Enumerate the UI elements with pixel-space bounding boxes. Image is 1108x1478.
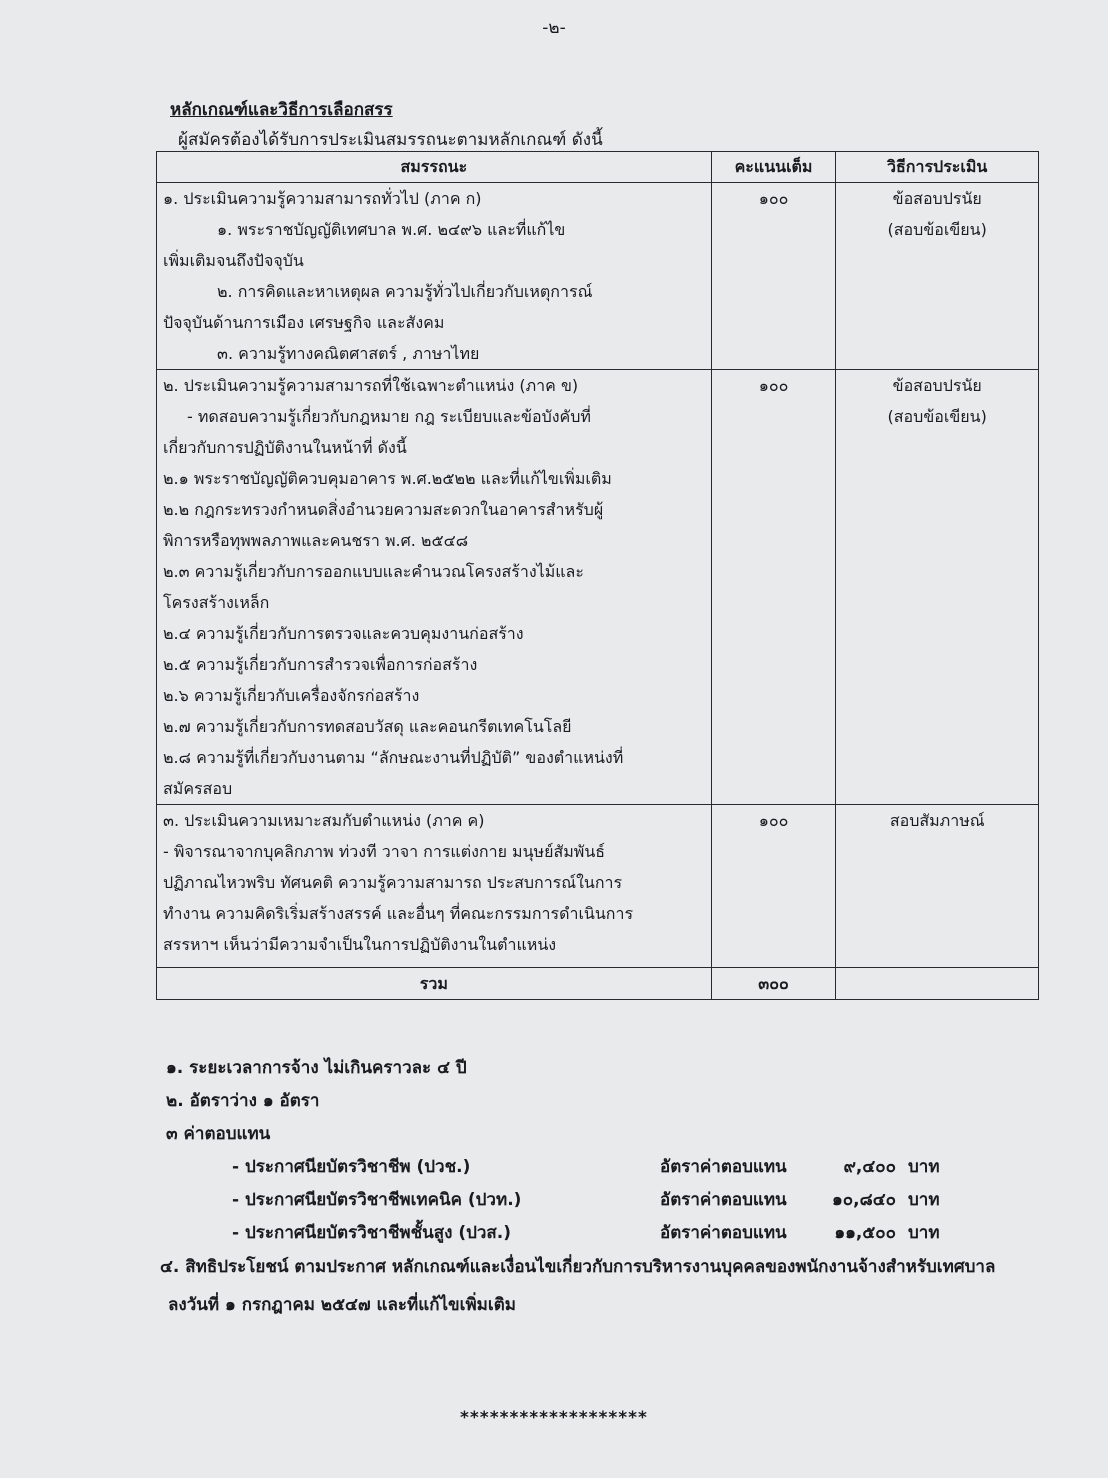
competency-line: ๒.๖ ความรู้เกี่ยวกับเครื่องจักรก่อสร้าง xyxy=(163,686,420,705)
compensation-title: ๓ ค่าตอบแทน xyxy=(166,1124,271,1144)
rate-unit: บาท xyxy=(908,1223,940,1243)
table-row xyxy=(157,805,1039,968)
competency-line: ๒.๕ ความรู้เกี่ยวกับการสำรวจเพื่อการก่อสร้าง xyxy=(163,655,478,674)
method-cell xyxy=(836,370,1039,805)
compensation-item xyxy=(166,1217,940,1250)
competency-line: สรรหาฯ เห็นว่ามีความจำเป็นในการปฏิบัติงานในตำแหน่ง xyxy=(163,935,557,954)
score-cell: ๑๐๐ xyxy=(711,183,836,370)
competency-line: เพิ่มเติมจนถึงปัจจุบัน xyxy=(163,251,304,270)
competency-line: ๓. ประเมินความเหมาะสมกับตำแหน่ง (ภาค ค) xyxy=(163,811,485,830)
competency-line: ๒.๑ พระราชบัญญัติควบคุมอาคาร พ.ศ.๒๕๒๒ และที่แก้ไขเพิ่มเติม xyxy=(163,469,612,488)
competency-line: - ทดสอบความรู้เกี่ยวกับกฎหมาย กฎ ระเบียบและข้อบังคับที่ xyxy=(187,407,591,426)
competency-line: ๓. ความรู้ทางคณิตศาสตร์ , ภาษาไทย xyxy=(217,344,480,363)
vacancy-count: ๒. อัตราว่าง ๑ อัตรา xyxy=(166,1091,320,1111)
qualification-name: - ประกาศนียบัตรวิชาชีพเทคนิค (ปวท.) xyxy=(232,1190,522,1210)
header-full-score: คะแนนเต็ม xyxy=(711,152,836,183)
header-method: วิธีการประเมิน xyxy=(836,152,1039,183)
competency-line: ๒.๔ ความรู้เกี่ยวกับการตรวจและควบคุมงานก่อสร้าง xyxy=(163,624,524,643)
score-cell: ๑๐๐ xyxy=(711,805,836,968)
qualification-name: - ประกาศนียบัตรวิชาชีพ (ปวช.) xyxy=(232,1157,471,1177)
total-score: ๓๐๐ xyxy=(711,968,836,1000)
competency-line: ปัจจุบันด้านการเมือง เศรษฐกิจ และสังคม xyxy=(163,313,445,332)
competency-line: ๒. การคิดและหาเหตุผล ความรู้ทั่วไปเกี่ยวกับเหตุการณ์ xyxy=(217,282,593,301)
competency-line: ๒.๒ กฎกระทรวงกำหนดสิ่งอำนวยความสะดวกในอาคารสำหรับผู้ xyxy=(163,500,604,519)
method-cell xyxy=(836,183,1039,370)
table-row xyxy=(157,183,1039,370)
method-line: ข้อสอบปรนัย xyxy=(892,376,982,395)
rate-unit: บาท xyxy=(908,1157,940,1177)
total-method-empty xyxy=(836,968,1039,1000)
competency-line: ๒.๓ ความรู้เกี่ยวกับการออกแบบและคำนวณโครงสร้างไม้และ xyxy=(163,562,584,581)
benefits-line: ๔. สิทธิประโยชน์ ตามประกาศ หลักเกณฑ์และเงื่อนไขเกี่ยวกับการบริหารงานบุคคลของพนักงานจ้างสำหรับเทศบาล xyxy=(160,1257,996,1277)
employment-conditions xyxy=(166,1052,940,1250)
competency-line: ๒.๗ ความรู้เกี่ยวกับการทดสอบวัสดุ และคอนกรีตเทคโนโลยี xyxy=(163,717,572,736)
competency-line: โครงสร้างเหล็ก xyxy=(163,593,270,612)
benefits-section xyxy=(160,1248,1080,1324)
competency-line: พิการหรือทุพพลภาพและคนชรา พ.ศ. ๒๕๔๘ xyxy=(163,531,469,550)
section-heading: หลักเกณฑ์และวิธีการเลือกสรร xyxy=(170,100,393,120)
rate-amount: ๙,๔๐๐ xyxy=(843,1157,896,1177)
competency-line: ๒. ประเมินความรู้ความสามารถที่ใช้เฉพาะตำแหน่ง (ภาค ข) xyxy=(163,376,579,395)
rate-label: อัตราค่าตอบแทน xyxy=(660,1157,787,1177)
end-marker: ******************* xyxy=(460,1408,648,1428)
benefits-line: ลงวันที่ ๑ กรกฎาคม ๒๕๔๗ และที่แก้ไขเพิ่มเติม xyxy=(168,1295,516,1315)
rate-label: อัตราค่าตอบแทน xyxy=(660,1223,787,1243)
compensation-item xyxy=(166,1184,940,1217)
competency-line: ปฏิภาณไหวพริบ ทัศนคติ ความรู้ความสามารถ ประสบการณ์ในการ xyxy=(163,873,623,892)
header-competency: สมรรถนะ xyxy=(157,152,712,183)
total-label: รวม xyxy=(157,968,712,1000)
competency-line: ๒.๘ ความรู้ที่เกี่ยวกับงานตาม “ลักษณะงานที่ปฏิบัติ” ของตำแหน่งที่ xyxy=(163,748,624,767)
total-row xyxy=(157,968,1039,1000)
table-row xyxy=(157,370,1039,805)
method-line: ข้อสอบปรนัย xyxy=(892,189,982,208)
table-header-row xyxy=(157,152,1039,183)
rate-amount: ๑๐,๘๔๐ xyxy=(832,1190,896,1210)
page-number: -๒- xyxy=(542,18,566,38)
method-line: สอบสัมภาษณ์ xyxy=(889,811,985,830)
competency-line: ๑. ประเมินความรู้ความสามารถทั่วไป (ภาค ก) xyxy=(163,189,482,208)
employment-term: ๑. ระยะเวลาการจ้าง ไม่เกินคราวละ ๔ ปี xyxy=(166,1058,467,1078)
competency-line: - พิจารณาจากบุคลิกภาพ ท่วงที วาจา การแต่งกาย มนุษย์สัมพันธ์ xyxy=(163,842,606,861)
rate-label: อัตราค่าตอบแทน xyxy=(660,1190,787,1210)
rate-unit: บาท xyxy=(908,1190,940,1210)
competency-table xyxy=(156,151,1039,1000)
compensation-item xyxy=(166,1151,940,1184)
rate-amount: ๑๑,๕๐๐ xyxy=(834,1223,896,1243)
method-cell xyxy=(836,805,1039,968)
intro-text: ผู้สมัครต้องได้รับการประเมินสมรรถนะตามหลักเกณฑ์ ดังนี้ xyxy=(178,130,603,150)
competency-cell xyxy=(157,370,712,805)
qualification-name: - ประกาศนียบัตรวิชาชีพชั้นสูง (ปวส.) xyxy=(232,1223,512,1243)
score-cell: ๑๐๐ xyxy=(711,370,836,805)
competency-cell xyxy=(157,805,712,968)
method-line: (สอบข้อเขียน) xyxy=(887,407,987,426)
competency-line: ๑. พระราชบัญญัติเทศบาล พ.ศ. ๒๔๙๖ และที่แก้ไข xyxy=(217,220,566,239)
competency-line: ทำงาน ความคิดริเริ่มสร้างสรรค์ และอื่นๆ ที่คณะกรรมการดำเนินการ xyxy=(163,904,634,923)
competency-line: เกี่ยวกับการปฏิบัติงานในหน้าที่ ดังนี้ xyxy=(163,438,407,457)
competency-cell xyxy=(157,183,712,370)
method-line: (สอบข้อเขียน) xyxy=(887,220,987,239)
competency-line: สมัครสอบ xyxy=(163,779,233,798)
